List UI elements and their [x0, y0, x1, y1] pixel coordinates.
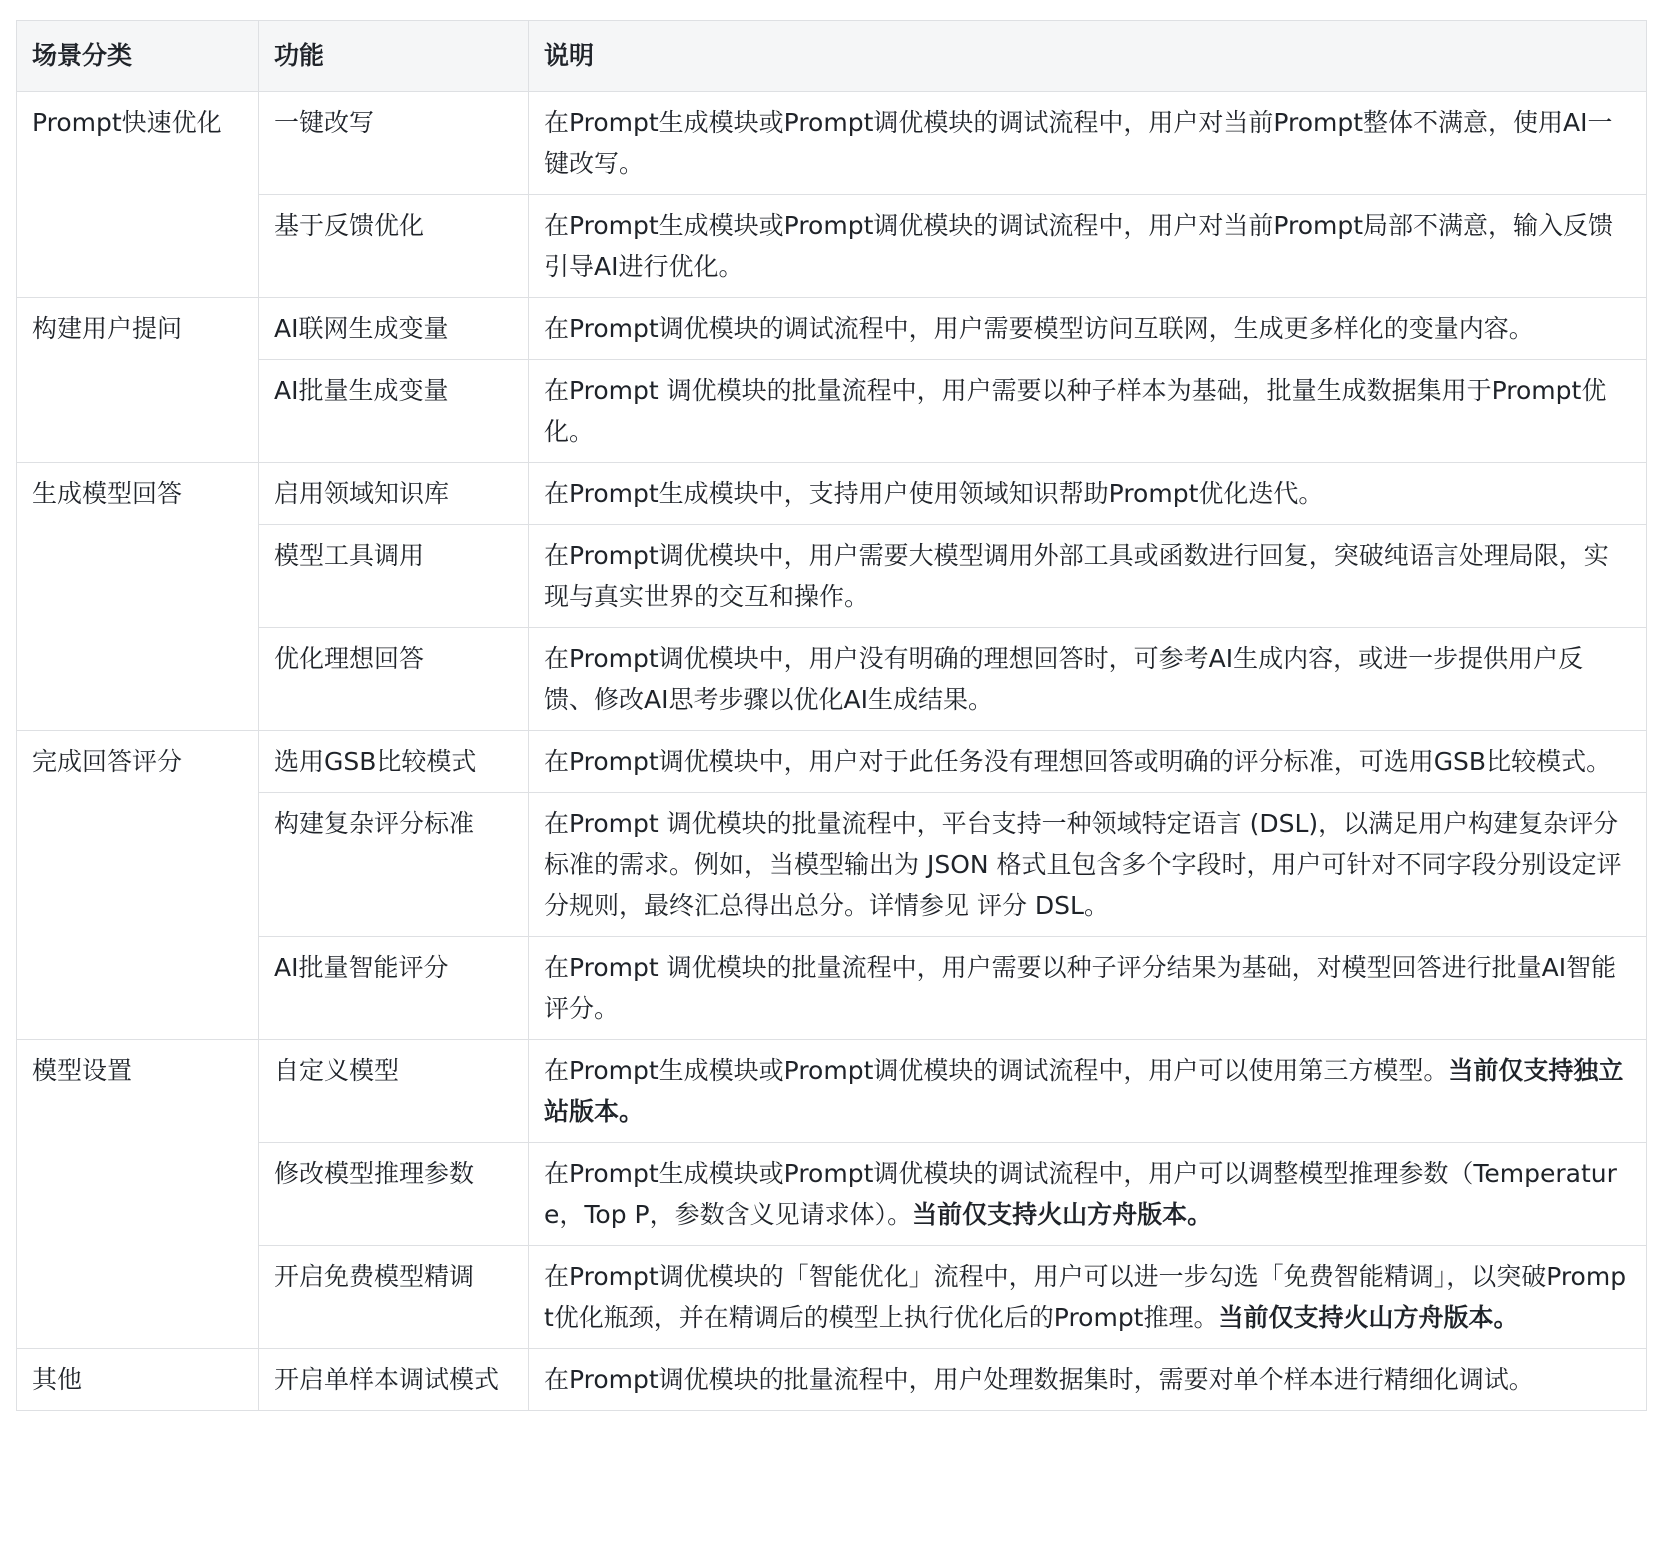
description-cell: 在Prompt调优模块中，用户没有明确的理想回答时，可参考AI生成内容，或进一步提供用户反馈、修改AI思考步骤以优化AI生成结果。	[529, 628, 1647, 731]
feature-cell: 一键改写	[259, 92, 529, 195]
description-text: 在Prompt生成模块或Prompt调优模块的调试流程中，用户可以调整模型推理参数（Temperature，Top P，参数含义见请求体）。	[544, 1159, 1617, 1229]
header-row	[17, 21, 1647, 92]
description-cell: 在Prompt 调优模块的批量流程中，平台支持一种领域特定语言 (DSL)，以满足用户构建复杂评分标准的需求。例如，当模型输出为 JSON 格式且包含多个字段时，用户可针对不同字段分别设定评分规则，最终汇总得出总分。详情参见 评分 DSL。	[529, 793, 1647, 937]
description-cell: 在Prompt调优模块的调试流程中，用户需要模型访问互联网，生成更多样化的变量内容。	[529, 298, 1647, 360]
category-cell: 其他	[17, 1349, 259, 1411]
description-cell: 在Prompt生成模块或Prompt调优模块的调试流程中，用户对当前Prompt局部不满意，输入反馈引导AI进行优化。	[529, 195, 1647, 298]
description-cell: 在Prompt 调优模块的批量流程中，用户需要以种子评分结果为基础，对模型回答进行批量AI智能评分。	[529, 937, 1647, 1040]
table-row	[17, 1246, 1647, 1349]
table-row	[17, 1143, 1647, 1246]
table-row	[17, 1040, 1647, 1143]
feature-cell: 开启单样本调试模式	[259, 1349, 529, 1411]
feature-cell: AI批量智能评分	[259, 937, 529, 1040]
category-cell: 生成模型回答	[17, 463, 259, 731]
table-row	[17, 793, 1647, 937]
table-row	[17, 937, 1647, 1040]
feature-cell: 启用领域知识库	[259, 463, 529, 525]
description-cell: 在Prompt生成模块或Prompt调优模块的调试流程中，用户对当前Prompt整体不满意，使用AI一键改写。	[529, 92, 1647, 195]
feature-cell: AI联网生成变量	[259, 298, 529, 360]
description-cell	[529, 1246, 1647, 1349]
category-cell: Prompt快速优化	[17, 92, 259, 298]
table-body	[17, 92, 1647, 1411]
feature-cell: 构建复杂评分标准	[259, 793, 529, 937]
description-cell	[529, 1040, 1647, 1143]
version-note: 当前仅支持火山方舟版本。	[912, 1200, 1213, 1229]
description-cell: 在Prompt生成模块中，支持用户使用领域知识帮助Prompt优化迭代。	[529, 463, 1647, 525]
feature-cell: 选用GSB比较模式	[259, 731, 529, 793]
version-note: 当前仅支持火山方舟版本。	[1218, 1303, 1519, 1332]
description-cell: 在Prompt调优模块中，用户对于此任务没有理想回答或明确的评分标准，可选用GSB比较模式。	[529, 731, 1647, 793]
feature-table	[16, 20, 1647, 1411]
description-cell: 在Prompt 调优模块的批量流程中，用户需要以种子样本为基础，批量生成数据集用于Prompt优化。	[529, 360, 1647, 463]
version-note: 当前仅支持独立站版本。	[544, 1056, 1624, 1126]
table-row	[17, 1349, 1647, 1411]
header-category: 场景分类	[17, 21, 259, 92]
table-row	[17, 360, 1647, 463]
description-cell: 在Prompt调优模块中，用户需要大模型调用外部工具或函数进行回复，突破纯语言处理局限，实现与真实世界的交互和操作。	[529, 525, 1647, 628]
category-cell: 模型设置	[17, 1040, 259, 1349]
feature-cell: 开启免费模型精调	[259, 1246, 529, 1349]
header-description: 说明	[529, 21, 1647, 92]
table-row	[17, 298, 1647, 360]
feature-cell: 修改模型推理参数	[259, 1143, 529, 1246]
description-cell: 在Prompt调优模块的批量流程中，用户处理数据集时，需要对单个样本进行精细化调试。	[529, 1349, 1647, 1411]
feature-cell: AI批量生成变量	[259, 360, 529, 463]
table-row	[17, 92, 1647, 195]
description-cell	[529, 1143, 1647, 1246]
category-cell: 完成回答评分	[17, 731, 259, 1040]
table-header	[17, 21, 1647, 92]
table-row	[17, 525, 1647, 628]
table-row	[17, 195, 1647, 298]
header-feature: 功能	[259, 21, 529, 92]
description-text: 在Prompt生成模块或Prompt调优模块的调试流程中，用户可以使用第三方模型。	[544, 1056, 1449, 1085]
feature-cell: 模型工具调用	[259, 525, 529, 628]
table-row	[17, 628, 1647, 731]
feature-cell: 基于反馈优化	[259, 195, 529, 298]
table-row	[17, 731, 1647, 793]
feature-cell: 优化理想回答	[259, 628, 529, 731]
feature-cell: 自定义模型	[259, 1040, 529, 1143]
table-row	[17, 463, 1647, 525]
category-cell: 构建用户提问	[17, 298, 259, 463]
feature-table-container	[16, 20, 1646, 1411]
description-text: 在Prompt调优模块的「智能优化」流程中，用户可以进一步勾选「免费智能精调」，以突破Prompt优化瓶颈，并在精调后的模型上执行优化后的Prompt推理。	[544, 1262, 1627, 1332]
